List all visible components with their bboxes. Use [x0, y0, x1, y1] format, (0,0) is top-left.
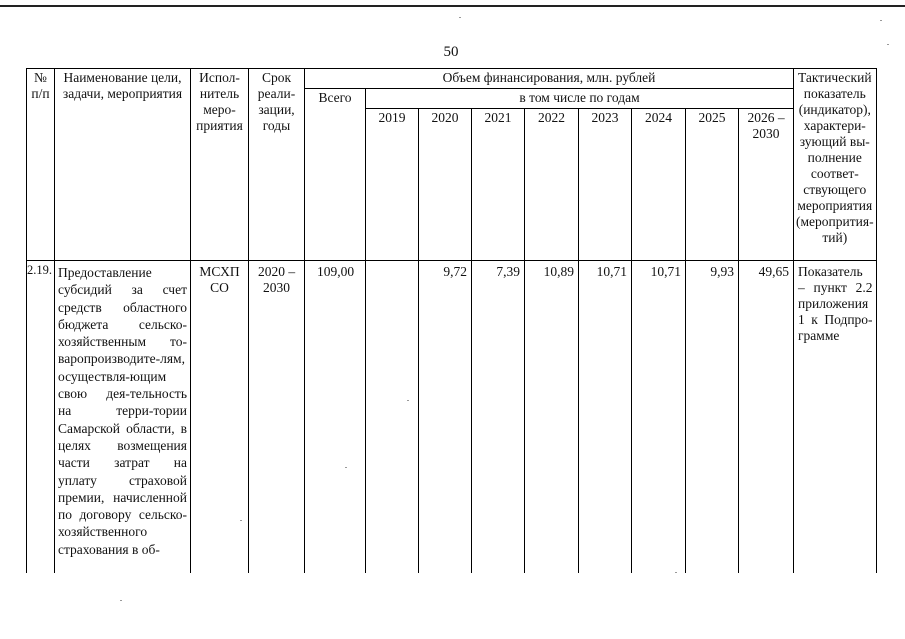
header-indicator: Тактический показатель (индикатор), характери-зующий вы-полнение соответ-ствующего мероприятия (меропрития-тий) — [794, 69, 877, 261]
row-executor: МСХП СО — [191, 261, 249, 574]
header-year: 2024 — [632, 109, 686, 261]
header-year: 2022 — [525, 109, 579, 261]
table-row — [27, 261, 877, 574]
row-year-value: 10,89 — [525, 261, 579, 574]
scan-speck — [407, 400, 409, 401]
row-year-value — [366, 261, 419, 574]
header-total: Всего — [305, 89, 366, 261]
header-funding: Объем финансирования, млн. рублей — [305, 69, 794, 89]
row-term: 2020 – 2030 — [249, 261, 305, 574]
scan-speck — [880, 20, 882, 21]
row-year-value: 10,71 — [632, 261, 686, 574]
row-year-value: 9,93 — [686, 261, 739, 574]
scan-speck — [120, 600, 122, 601]
row-year-value: 49,65 — [739, 261, 794, 574]
header-year: 2023 — [579, 109, 632, 261]
scan-speck — [459, 17, 461, 18]
row-total: 109,00 — [305, 261, 366, 574]
header-year: 2020 — [419, 109, 472, 261]
page-number: 50 — [443, 44, 459, 60]
row-year-value: 10,71 — [579, 261, 632, 574]
scan-speck — [887, 44, 889, 45]
top-border-line — [0, 5, 905, 7]
header-year: 2019 — [366, 109, 419, 261]
funding-table — [26, 68, 877, 573]
header-name: Наименование цели, задачи, мероприятия — [55, 69, 191, 261]
header-executor: Испол-нитель меро-приятия — [191, 69, 249, 261]
row-indicator: Показатель – пункт 2.2 приложения 1 к Подпро-грамме — [794, 261, 877, 574]
header-year: 2026 – 2030 — [739, 109, 794, 261]
header-by-years: в том числе по годам — [366, 89, 794, 109]
row-name: Предоставление субсидий за счет средств областного бюджета сельско-хозяйственным то-варопроизводите-лям, осуществля-ющим свою дея-тельность на терри-тории Самарской области, в целях возмещения части затрат на уплату страховой премии, начисленной по договору сельско-хозяйственного страхования в об- — [55, 261, 191, 574]
scan-speck — [240, 520, 242, 521]
scan-speck — [675, 572, 677, 573]
row-year-value: 7,39 — [472, 261, 525, 574]
header-num: № п/п — [27, 69, 55, 261]
header-year: 2021 — [472, 109, 525, 261]
row-year-value: 9,72 — [419, 261, 472, 574]
header-term: Срок реали-зации, годы — [249, 69, 305, 261]
header-year: 2025 — [686, 109, 739, 261]
row-num: 2.19. — [27, 261, 55, 574]
scan-speck — [345, 467, 347, 468]
